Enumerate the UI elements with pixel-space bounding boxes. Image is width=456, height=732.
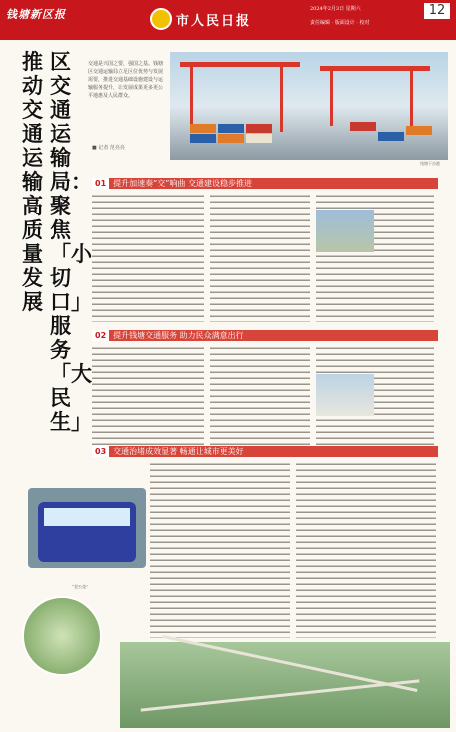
- construction-photo: [316, 210, 374, 252]
- park-road-photo: [22, 596, 102, 676]
- port-photo: [170, 52, 448, 160]
- section-title: 提升加速奏“交”响曲 交通建设稳步推进: [113, 179, 252, 188]
- highway-photo: [120, 642, 450, 728]
- page-number: 12: [424, 3, 450, 19]
- bus-caption: “全公交”: [72, 584, 89, 589]
- headline-line-1: 推动交通运输高质量发展: [22, 50, 43, 314]
- section-number: 02: [92, 330, 109, 341]
- section-1-column-1: [92, 194, 204, 322]
- newspaper-title: 市人民日报: [176, 14, 252, 29]
- section-3-column-2: [296, 462, 436, 638]
- bus-photo: [28, 488, 146, 568]
- masthead-date: 2024年2月3日 星期六: [310, 6, 361, 12]
- section-2-column-2: [210, 346, 310, 458]
- section-1-column-2: [210, 194, 310, 322]
- newspaper-logo: 钱塘新区报: [6, 8, 66, 21]
- section-header-1: [92, 178, 438, 189]
- section-header-3: [92, 446, 438, 457]
- city-photo: [316, 374, 374, 416]
- headline-line-2: 区交通运输局：聚焦「小切口」服务「大民生」: [50, 50, 92, 434]
- section-number: 01: [92, 178, 109, 189]
- lede-paragraph: 交通是兴国之要，强国之基。钱塘区交通运输局立足区位优势与发展需要，推进交通基础设施建设与运输服务提升，让发展成果更多更公平地惠及人民群众。: [88, 61, 164, 99]
- emblem-icon: [150, 8, 172, 30]
- photo-caption: 钱塘下沙港: [420, 161, 440, 166]
- reporter-byline: ■ 记者 范亮亮: [92, 145, 125, 151]
- section-number: 03: [92, 446, 109, 457]
- section-3-column-1: [150, 462, 290, 638]
- masthead-editors: 责任编辑 · 版面设计 · 校对: [310, 20, 370, 26]
- masthead: [0, 0, 456, 40]
- section-title: 交通治堵成效显著 畅通让城市更美好: [113, 447, 244, 456]
- section-2-column-1: [92, 346, 204, 458]
- section-title: 提升钱塘交通服务 助力民众满意出行: [113, 331, 244, 340]
- section-header-2: [92, 330, 438, 341]
